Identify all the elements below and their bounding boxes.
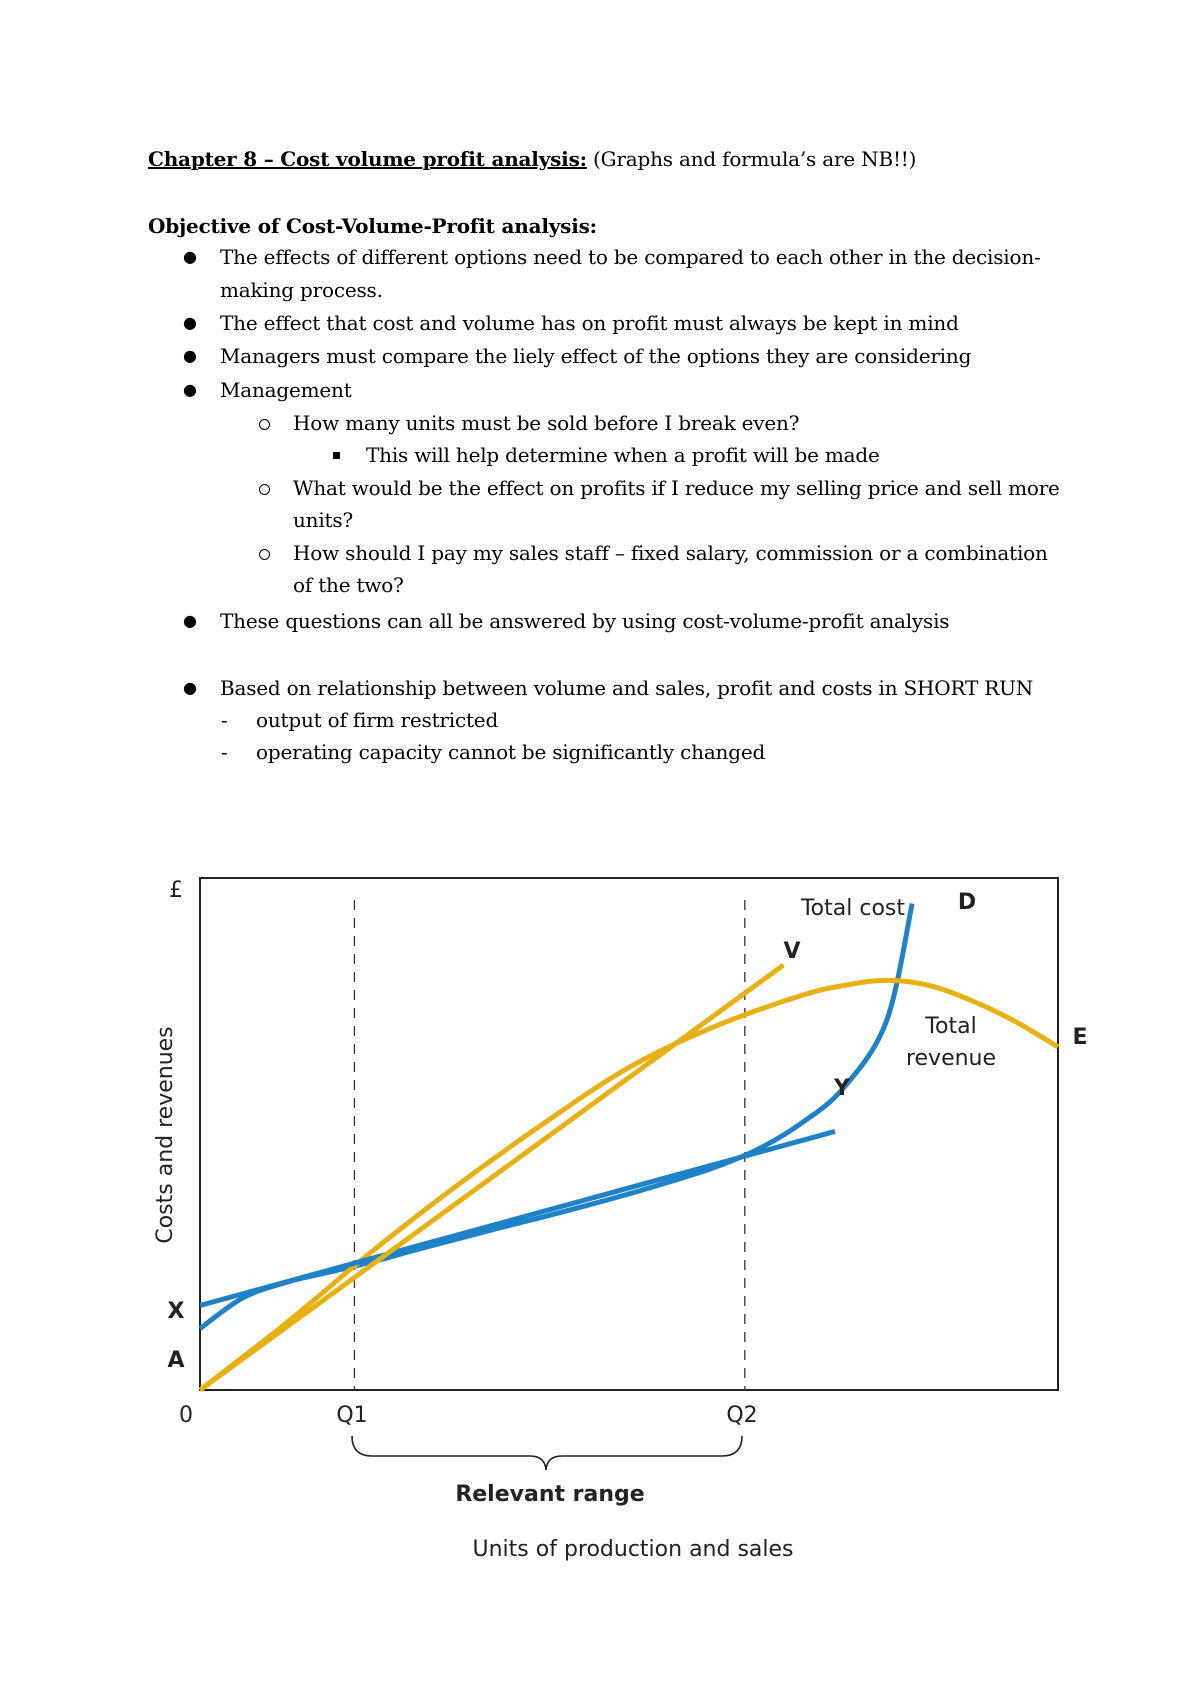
bullet-dot: ● (183, 346, 197, 365)
x-axis-label: Units of production and sales (472, 1537, 794, 1562)
total-revenue-label-2: revenue (905, 1046, 997, 1071)
dash-text-1: output of firm restricted (256, 708, 499, 732)
bullet-text-1a: The effects of different options need to be compared to each other in the decision- (220, 245, 1041, 269)
sub-bullet-text-3b: of the two? (293, 573, 404, 597)
q1-label: Q1 (336, 1403, 368, 1428)
title-note: (Graphs and formula’s are NB!!) (593, 147, 917, 171)
bullet-text-1b: making process. (220, 278, 383, 302)
e-end-label: E (1072, 1025, 1088, 1050)
bullet-text-6: Based on relationship between volume and sales, profit and costs in SHORT RUN (220, 676, 1034, 700)
a-intercept-label: A (167, 1348, 185, 1373)
bullet-dot: ● (183, 247, 197, 266)
sub-bullet-text-3a: How should I pay my sales staff – fixed salary, commission or a combination (293, 541, 1048, 565)
v-end-label: V (783, 939, 801, 964)
bullet-text-2: The effect that cost and volume has on profit must always be kept in mind (220, 311, 959, 335)
linear-revenue-line (200, 965, 783, 1390)
bullet-text-5: These questions can all be answered by using cost-volume-profit analysis (220, 609, 950, 633)
bullet-dot: ● (183, 611, 197, 630)
dash-marker: - (221, 740, 228, 764)
relevant-range-label: Relevant range (455, 1482, 645, 1507)
section-heading: Objective of Cost-Volume-Profit analysis: (148, 214, 597, 238)
x-intercept-label: X (167, 1299, 185, 1324)
y-end-label: Y (834, 1076, 850, 1101)
d-end-label: D (957, 890, 977, 915)
plot-frame (200, 878, 1058, 1390)
bullet-text-4: Management (220, 378, 352, 402)
relevant-range-brace (352, 1436, 742, 1470)
q2-label: Q2 (726, 1403, 758, 1428)
dash-text-2: operating capacity cannot be significantly changed (256, 740, 766, 764)
sub-bullet-text-1: How many units must be sold before I break even? (293, 411, 800, 435)
bullet-dot: ● (183, 380, 197, 399)
y-axis-label: Costs and revenues (153, 1026, 178, 1244)
total-revenue-label-1: Total (925, 1014, 977, 1039)
total-revenue-curve (200, 980, 1058, 1390)
origin-label: 0 (179, 1403, 193, 1428)
dash-marker: - (221, 708, 228, 732)
sub-bullet-text-2a: What would be the effect on profits if I reduce my selling price and sell more (293, 476, 1060, 500)
total-cost-label: Total cost (800, 896, 906, 921)
y-unit-label: £ (169, 878, 183, 903)
bullet-text-3: Managers must compare the liely effect of the options they are considering (220, 344, 972, 368)
page-title: Chapter 8 – Cost volume profit analysis: (Graphs and formula’s are NB!!) (148, 147, 917, 171)
sub-sub-bullet-text: This will help determine when a profit will be made (366, 443, 880, 467)
bullet-dot: ● (183, 678, 197, 697)
bullet-dot: ● (183, 313, 197, 332)
sub-bullet-text-2b: units? (293, 508, 353, 532)
